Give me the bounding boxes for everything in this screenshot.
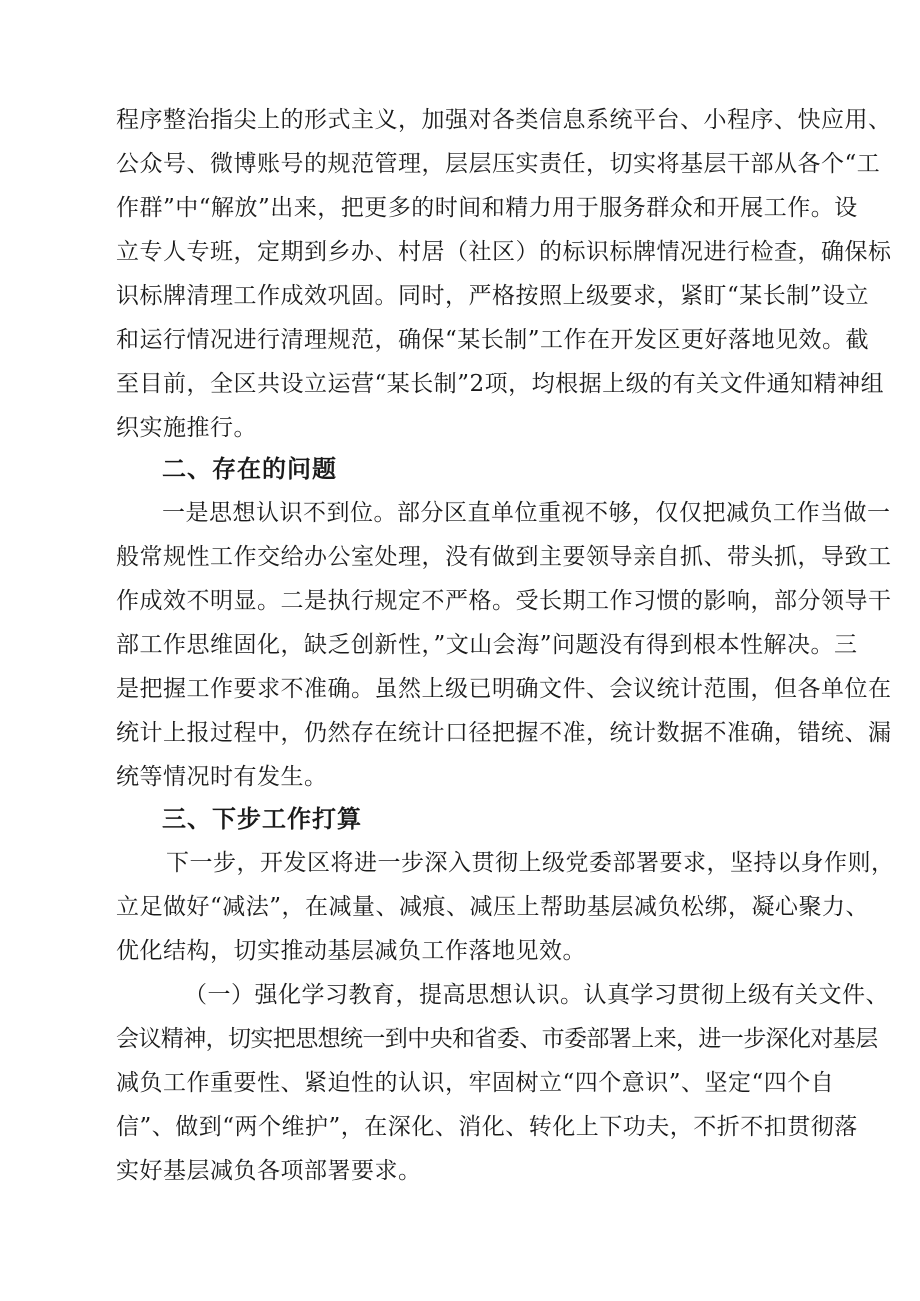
paragraph-line: 织实施推行。 xyxy=(116,415,257,441)
paragraph-line: 统等情况时有发生。 xyxy=(116,764,328,790)
paragraph-line: 作成效不明显。二是执行规定不严格。受长期工作习惯的影响，部分领导干 xyxy=(116,588,892,614)
paragraph-line: 信”、做到“两个维护”，在深化、消化、转化上下功夫，不折不扣贯彻落 xyxy=(116,1114,858,1140)
paragraph-line: 公众号、微博账号的规范管理，层层压实责任，切实将基层干部从各个“工 xyxy=(116,151,881,177)
paragraph-line: 般常规性工作交给办公室处理，没有做到主要领导亲自抓、带头抓，导致工 xyxy=(116,544,892,570)
paragraph-line: 一是思想认识不到位。部分区直单位重视不够，仅仅把减负工作当做一 xyxy=(162,500,891,526)
paragraph-line: 部工作思维固化，缺乏创新性，”文山会海”问题没有得到根本性解决。三 xyxy=(116,632,858,658)
paragraph-line: 实好基层减负各项部署要求。 xyxy=(116,1158,422,1184)
paragraph-line: 会议精神，切实把思想统一到中央和省委、市委部署上来，进一步深化对基层 xyxy=(116,1026,878,1052)
paragraph-line: 和运行情况进行清理规范，确保“某长制”工作在开发区更好落地见效。截 xyxy=(116,327,870,353)
paragraph-line: 立足做好“减法”，在减量、减痕、减压上帮助基层减负松绑，凝心聚力、 xyxy=(116,894,870,920)
paragraph-line: 立专人专班，定期到乡办、村居（社区）的标识标牌情况进行检查，确保标 xyxy=(116,239,892,265)
paragraph-line: 程序整治指尖上的形式主义，加强对各类信息系统平台、小程序、快应用、 xyxy=(116,107,892,133)
paragraph-line: 作群”中“解放”出来，把更多的时间和精力用于服务群众和开展工作。设 xyxy=(116,195,858,221)
paragraph-line: 识标牌清理工作成效巩固。同时，严格按照上级要求，紧盯“某长制”设立 xyxy=(116,283,870,309)
paragraph-line: 统计上报过程中，仍然存在统计口径把握不准，统计数据不准确，错统、漏 xyxy=(116,720,892,746)
paragraph-line: （一）强化学习教育，提高思想认识。认真学习贯彻上级有关文件、 xyxy=(184,982,889,1008)
paragraph-line: 下一步，开发区将进一步深入贯彻上级党委部署要求，坚持以身作则， xyxy=(166,850,895,876)
paragraph-line: 优化结构，切实推动基层减负工作落地见效。 xyxy=(116,938,586,964)
paragraph-line: 减负工作重要性、紧迫性的认识，牢固树立“四个意识”、坚定“四个自 xyxy=(116,1070,835,1096)
paragraph-line: 至目前，全区共设立运营“某长制”2项，均根据上级的有关文件通知精神组 xyxy=(116,371,885,397)
paragraph-line: 是把握工作要求不准确。虽然上级已明确文件、会议统计范围，但各单位在 xyxy=(116,676,892,702)
section-heading-next-steps: 三、下步工作打算 xyxy=(162,805,362,833)
section-heading-problems: 二、存在的问题 xyxy=(162,455,337,483)
